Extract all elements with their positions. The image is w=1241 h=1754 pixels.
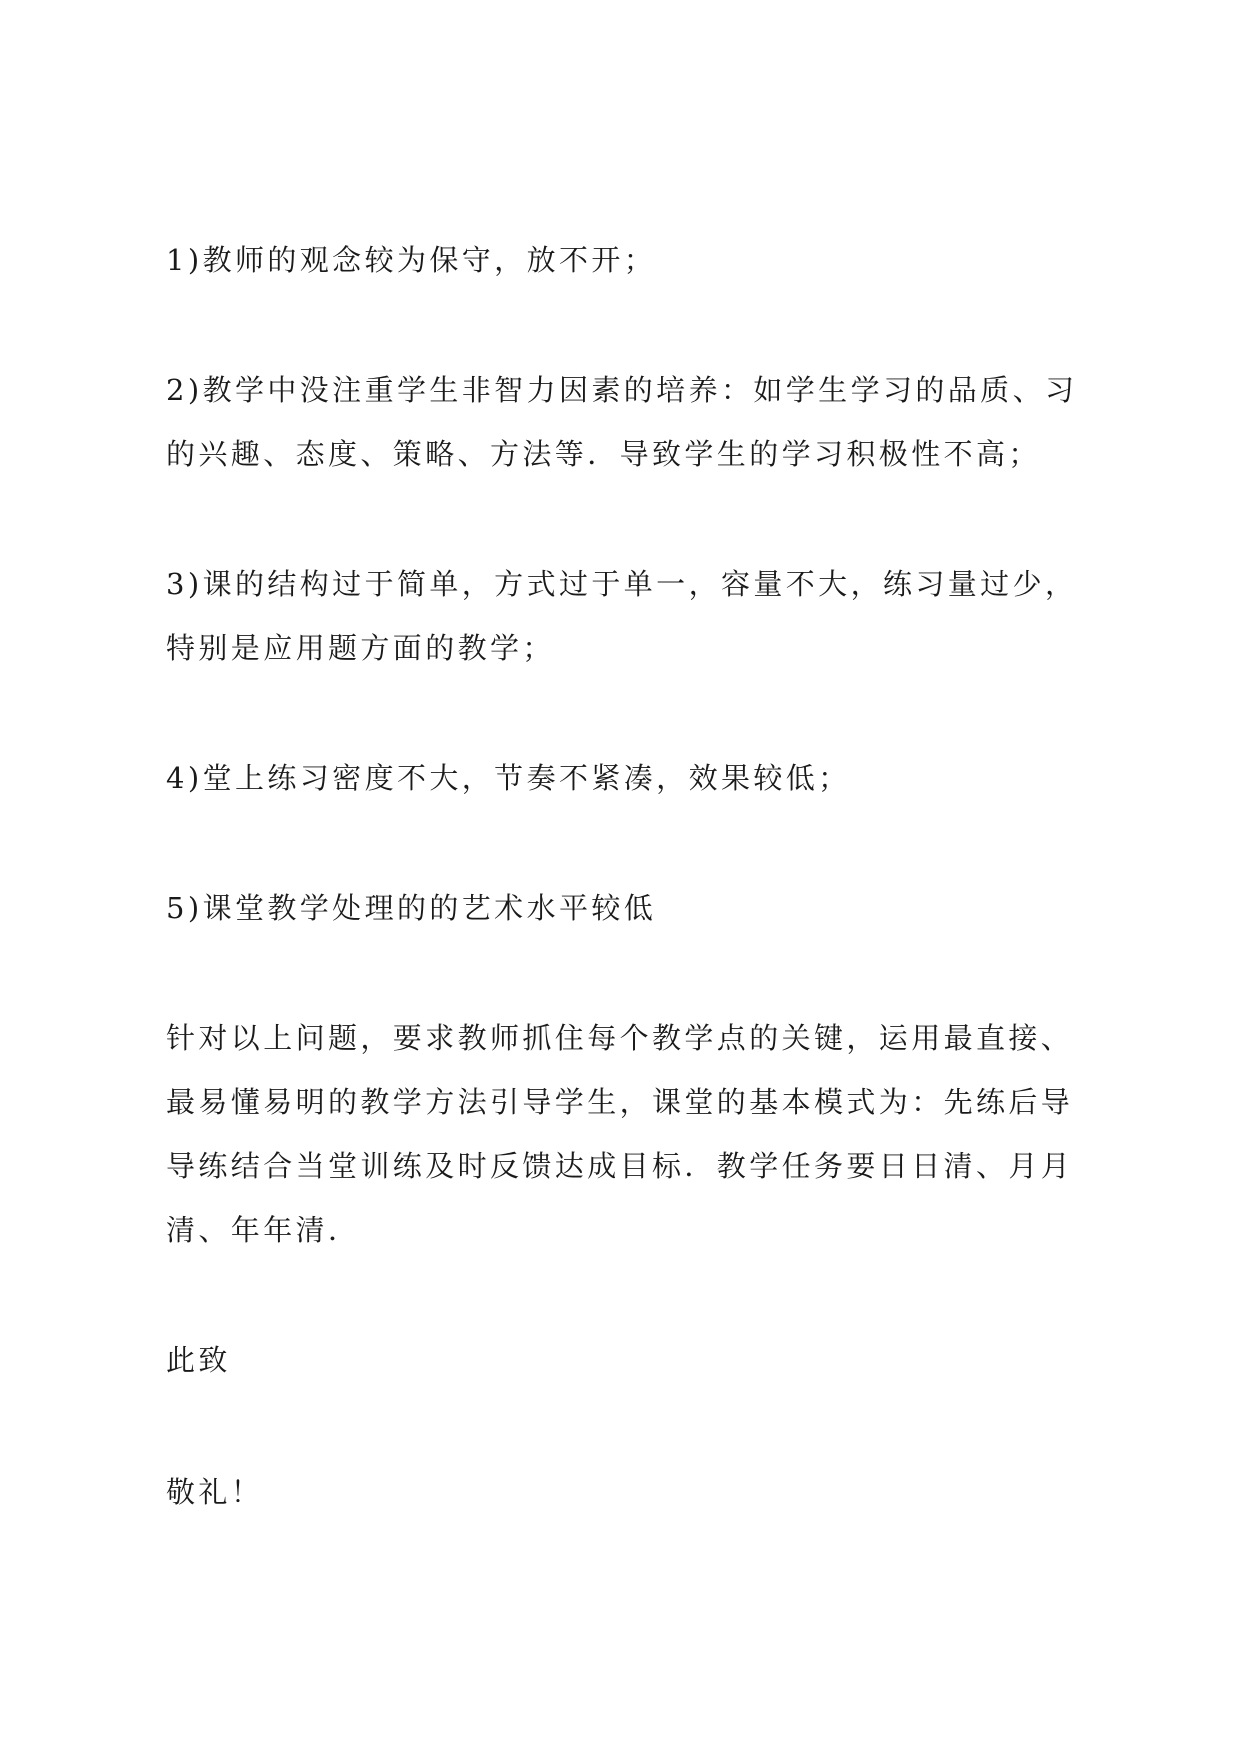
salutation-line: 敬礼！ <box>166 1475 264 1509</box>
summary-paragraph: 针对以上问题，要求教师抓住每个教学点的关键，运用最直接、最易懂易明的教学方法引导学生，课堂的基本模式为：先练后导导练结合当堂训练及时反馈达成目标．教学任务要日日清、月月清、年年清． <box>166 1021 1074 1247</box>
list-item-3: 3)课的结构过于简单，方式过于单一，容量不大，练习量过少，特别是应用题方面的教学； <box>166 567 1078 665</box>
list-item-1: 1)教师的观念较为保守，放不开； <box>166 243 657 277</box>
list-item-2: 2)教学中没注重学生非智力因素的培养：如学生学习的品质、习的兴趣、态度、策略、方法等．导致学生的学习积极性不高； <box>166 373 1078 471</box>
list-item-4: 4)堂上练习密度不大，节奏不紧凑，效果较低； <box>166 761 851 795</box>
list-item-5: 5)课堂教学处理的的艺术水平较低 <box>166 891 657 925</box>
closing-line: 此致 <box>166 1343 231 1377</box>
document-body <box>166 228 1096 1590</box>
